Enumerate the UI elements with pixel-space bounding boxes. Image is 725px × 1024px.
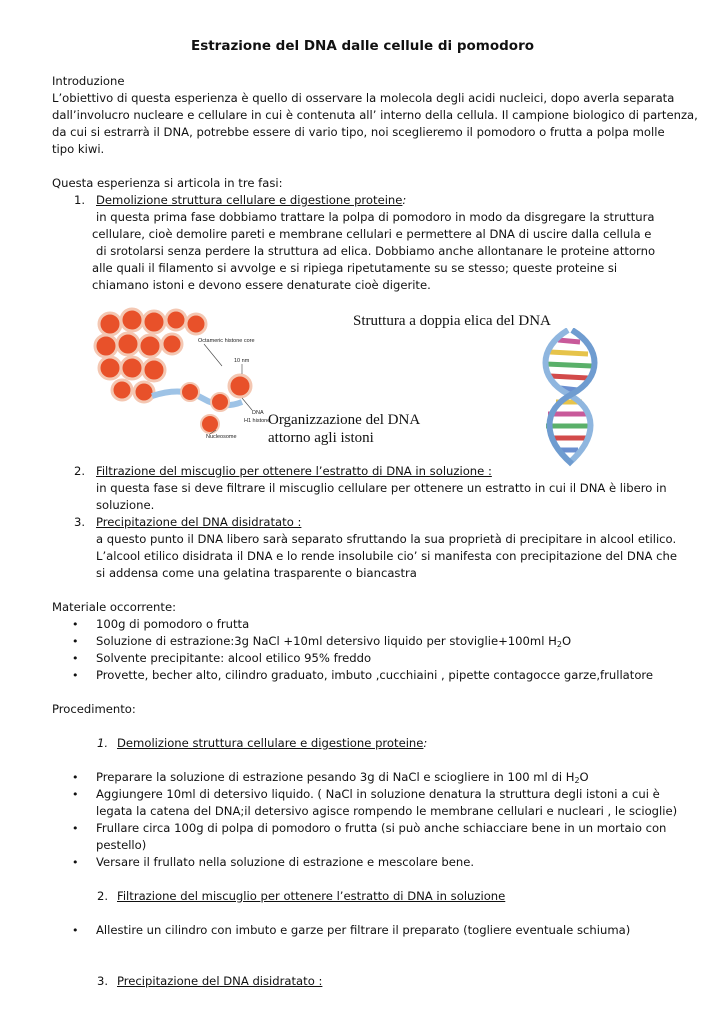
label-nucleosome: Nucleosome	[206, 434, 237, 440]
procedure-item-continued: legata la catena del DNA;il detersivo agisce rompendo le membrane cellulari e nucleari , le scioglie)	[96, 804, 678, 818]
histone-illustration	[92, 306, 282, 446]
bullet-icon: •	[72, 771, 79, 784]
procedure-item-text: Preparare la soluzione di estrazione pesando 3g di NaCl e sciogliere in 100 ml di H	[96, 770, 575, 784]
phase-1-line: chiamano istoni e devono essere denaturate cioè digerite.	[92, 278, 431, 292]
phase-3-title: Precipitazione del DNA disidratato :	[96, 515, 302, 529]
phase-2-title: Filtrazione del miscuglio per ottenere l’estratto di DNA in soluzione :	[96, 464, 492, 478]
step-1-title	[117, 735, 427, 752]
phase-3-line: a questo punto il DNA libero sarà separato sfruttando la sua proprietà di precipitare in alcool etilico.	[96, 532, 677, 546]
phase-3-line: L’alcool etilico disidrata il DNA e lo rende insolubile cio’ si manifesta con precipitazione del DNA che	[96, 549, 677, 563]
step-1-number: 1.	[97, 736, 109, 750]
intro-line: tipo kiwi.	[52, 142, 105, 156]
bullet-icon: •	[72, 618, 79, 631]
double-helix-illustration	[528, 328, 618, 468]
bullet-icon: •	[72, 669, 79, 682]
subscript: 2	[556, 640, 562, 649]
bullet-icon: •	[72, 788, 79, 801]
intro-line: da cui si estrarrà il DNA, potrebbe essere di vario tipo, noi sceglieremo il pomodoro o frutta a polpa molle	[52, 125, 665, 139]
material-item-text: Soluzione di estrazione:3g NaCl +10ml detersivo liquido per stoviglie+100ml H	[96, 634, 557, 648]
phase-1-title-text: Demolizione struttura cellulare e digestione proteine	[96, 193, 403, 207]
label-10nm: 10 nm	[234, 358, 250, 364]
phase-2-line: in questa fase si deve filtrare il miscuglio cellulare per ottenere un estratto in cui il DNA è libero in	[96, 481, 667, 495]
phase-3-number: 3.	[74, 515, 86, 529]
bullet-icon: •	[72, 822, 79, 835]
step-2-number: 2.	[97, 889, 109, 903]
material-item: 100g di pomodoro o frutta	[96, 617, 250, 631]
intro-heading: Introduzione	[52, 74, 125, 88]
procedure-item: Frullare circa 100g di polpa di pomodoro o frutta (si può anche schiacciare bene in un mortaio con	[96, 821, 667, 835]
procedure-item-text: O	[579, 770, 589, 784]
chromatin-fiber-image	[95, 309, 252, 434]
step-3-number: 3.	[97, 974, 109, 988]
step-1-title-text: Demolizione struttura cellulare e digestione proteine	[117, 736, 424, 750]
bullet-icon: •	[72, 924, 79, 937]
procedure-item: Versare il frullato nella soluzione di estrazione e mescolare bene.	[96, 855, 475, 869]
intro-line: dall’involucro nucleare e cellulare in cui è contenuta all’ interno della cellula. Il campione biologico di partenza,	[52, 108, 698, 122]
bullet-icon: •	[72, 635, 79, 648]
phase-1-line: di srotolarsi senza perdere la struttura ad elica. Dobbiamo anche allontanare le proteine attorno	[96, 244, 656, 258]
material-item: Solvente precipitante: alcool etilico 95% freddo	[96, 651, 372, 665]
bullet-icon: •	[72, 652, 79, 665]
procedure-item-continued: pestello)	[96, 838, 147, 852]
step-2-title: Filtrazione del miscuglio per ottenere l’estratto di DNA in soluzione	[117, 889, 506, 903]
caption-histones-line2: attorno agli istoni	[268, 430, 374, 446]
label-octameric-core: Octameric histone core	[198, 338, 255, 344]
caption-helix: Struttura a doppia elica del DNA	[353, 313, 551, 329]
label-h1-histone: H1 histone	[244, 418, 271, 424]
bullet-icon: •	[72, 856, 79, 869]
material-item: Provette, becher alto, cilindro graduato, imbuto ,cucchiaini , pipette contagocce garze,frullatore	[96, 668, 654, 682]
procedure-item: Aggiungere 10ml di detersivo liquido. ( NaCl in soluzione denatura la struttura degli istoni a cui è	[96, 787, 660, 801]
phase-2-number: 2.	[74, 464, 86, 478]
procedure-heading: Procedimento:	[52, 702, 136, 716]
subscript: 2	[574, 776, 580, 785]
phase-1-line: alle quali il filamento si avvolge e si ripiega ripetutamente su se stesso; queste proteine si	[92, 261, 618, 275]
material-item-text: O	[561, 634, 572, 648]
phase-1-number: 1.	[74, 193, 86, 207]
procedure-item: Allestire un cilindro con imbuto e garze per filtrare il preparato (togliere eventuale schiuma)	[96, 923, 631, 937]
caption-histones-line1: Organizzazione del DNA	[268, 412, 421, 428]
materials-heading: Materiale occorrente:	[52, 600, 176, 614]
phase-1-title	[96, 192, 406, 209]
step-1-title-suffix: :	[423, 736, 428, 750]
phase-2-line: soluzione.	[96, 498, 155, 512]
intro-line: L’obiettivo di questa esperienza è quello di osservare la molecola degli acidi nucleici, dopo averla separata	[52, 91, 675, 105]
phase-1-line: cellulare, cioè demolire pareti e membrane cellulari e permettere al DNA di uscire dalla cellula e	[92, 227, 652, 241]
document-title: Estrazione del DNA dalle cellule di pomodoro	[190, 38, 535, 54]
phase-1-title-suffix: :	[402, 193, 407, 207]
phases-intro: Questa esperienza si articola in tre fasi:	[52, 176, 283, 190]
label-dna: DNA	[252, 410, 264, 416]
phase-3-line: si addensa come una gelatina trasparente o biancastra	[96, 566, 417, 580]
step-3-title: Precipitazione del DNA disidratato :	[117, 974, 323, 988]
phase-1-line: in questa prima fase dobbiamo trattare la polpa di pomodoro in modo da disgregare la struttura	[96, 210, 655, 224]
